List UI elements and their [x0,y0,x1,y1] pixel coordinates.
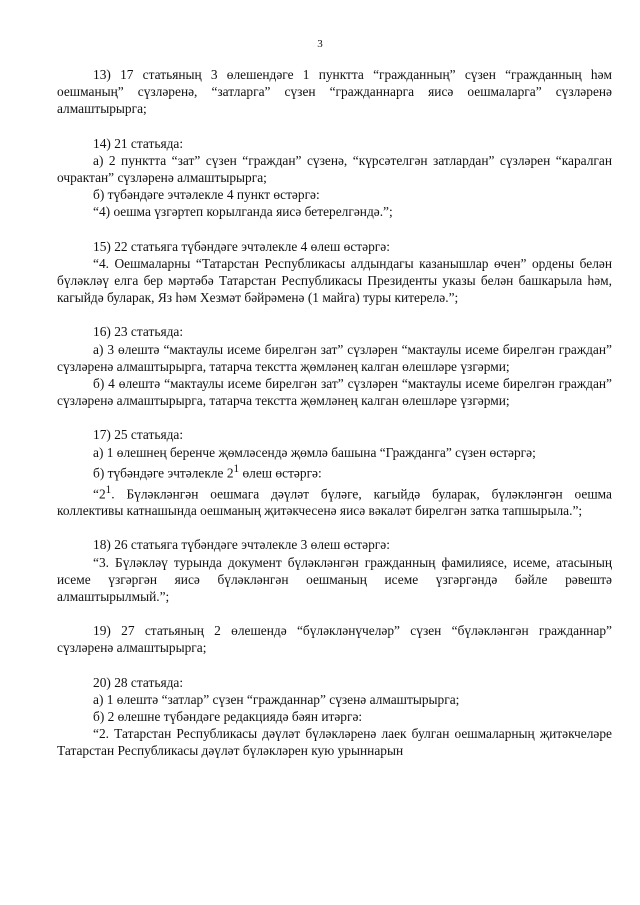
paragraph-17-b-start: б) түбәндәге эчтәлекле 2 [93,465,234,481]
paragraph-15-text: “4. Оешмаларны “Татарстан Республикасы алдындагы казанышлар өчен” ордены белән бүләкләү елга бер мәртәбә Татарстан Республикасы Президенты указы белән башкарыла һәм, кагыйдә буларак, Яз һәм Хезмәт бәйрәменә (1 майга) туры китерелә.”; [57,255,612,306]
paragraph-20-b: б) 2 өлешне түбәндәге редакциядә бәян итәргә: [93,709,363,725]
paragraph-17-b [57,461,612,482]
superscript-1: 1 [233,462,240,475]
paragraph-14-heading: 14) 21 статьяда: [93,135,184,151]
paragraph-15-heading: 15) 22 статьяга түбәндәге эчтәлекле 4 өлеш өстәргә: [93,238,390,254]
paragraph-16-heading: 16) 23 статьяда: [93,324,184,340]
paragraph-20-heading: 20) 28 статьяда: [93,674,184,690]
paragraph-16-a: а) 3 өлештә “мактаулы исеме бирелгән зат” сүзләрен “мактаулы исеме бирелгән граждан” сүзләренә алмаштырырга, татарча текстта җөмләнең калган өлешләре үзгәрми; [57,341,612,374]
paragraph-17-b-text [57,482,612,520]
paragraph-17-b-text-start: “2 [93,486,106,501]
paragraph-17-b-end: өлеш өстәргә: [239,465,322,481]
paragraph-17-heading: 17) 25 статьяда: [93,427,184,443]
paragraph-16-b: б) 4 өлештә “мактаулы исеме бирелгән зат” сүзләрен “мактаулы исеме бирелгән граждан” сүзләренә алмаштырырга, татарча текстта җөмләнең калган өлешләре үзгәрми; [57,376,612,409]
paragraph-13: 13) 17 статьяның 3 өлешендәге 1 пунктта “гражданның” сүзен “гражданның һәм оешманың” сүзләренә, “затларга” сүзен “гражданнарга яисә оешмаларга” сүзләренә алмаштырырга; [57,67,612,117]
paragraph-20-a: а) 1 өлештә “затлар” сүзен “гражданнар” сүзенә алмаштырырга; [93,691,460,707]
superscript-1: 1 [105,483,112,496]
paragraph-17-b-text-end: . Бүләкләнгән оешмага дәүләт бүләге, кагыйдә буларак, бүләкләнгән оешма коллективы катнашында оешманың җитәкчесенә яисә вәкаләт бирелгән затка тапшырыла.”; [57,486,612,519]
paragraph-20-b-text: “2. Татарстан Республикасы дәүләт бүләкләренә лаек булган оешмаларның җитәкчеләре Татарстан Республикасы дәүләт бүләкләрен кую урыннарын [57,726,612,759]
paragraph-14-b: б) түбәндәге эчтәлекле 4 пункт өстәргә: [93,187,320,203]
paragraph-14-b-text: “4) оешма үзгәртеп корылганда яисә бетерелгәндә.”; [93,204,393,220]
paragraph-18-text: “3. Бүләкләү турында документ бүләкләнгән гражданның фамилиясе, исеме, атасының исеме үзгәргән яисә бүләкләнгән оешманың исеме үзгәргәндә бәйле рәвештә алмаштырылмый.”; [57,554,612,605]
paragraph-18-heading: 18) 26 статьяга түбәндәге эчтәлекле 3 өлеш өстәргә: [93,537,390,553]
paragraph-19: 19) 27 статьяның 2 өлешендә “бүләкләнүчеләр” сүзен “бүләкләнгән гражданнар” сүзләренә алмаштырырга; [57,623,612,656]
paragraph-14-a: а) 2 пунктта “зат” сүзен “граждан” сүзенә, “күрсәтелгән затлардан” сүзләрен “каралган очрактан” сүзләренә алмаштырырга; [57,152,612,186]
document-body [57,66,612,760]
page-number: 3 [317,38,323,50]
paragraph-17-a: а) 1 өлешнең беренче җөмләсендә җөмлә башына “Гражданга” сүзен өстәргә; [93,444,536,460]
